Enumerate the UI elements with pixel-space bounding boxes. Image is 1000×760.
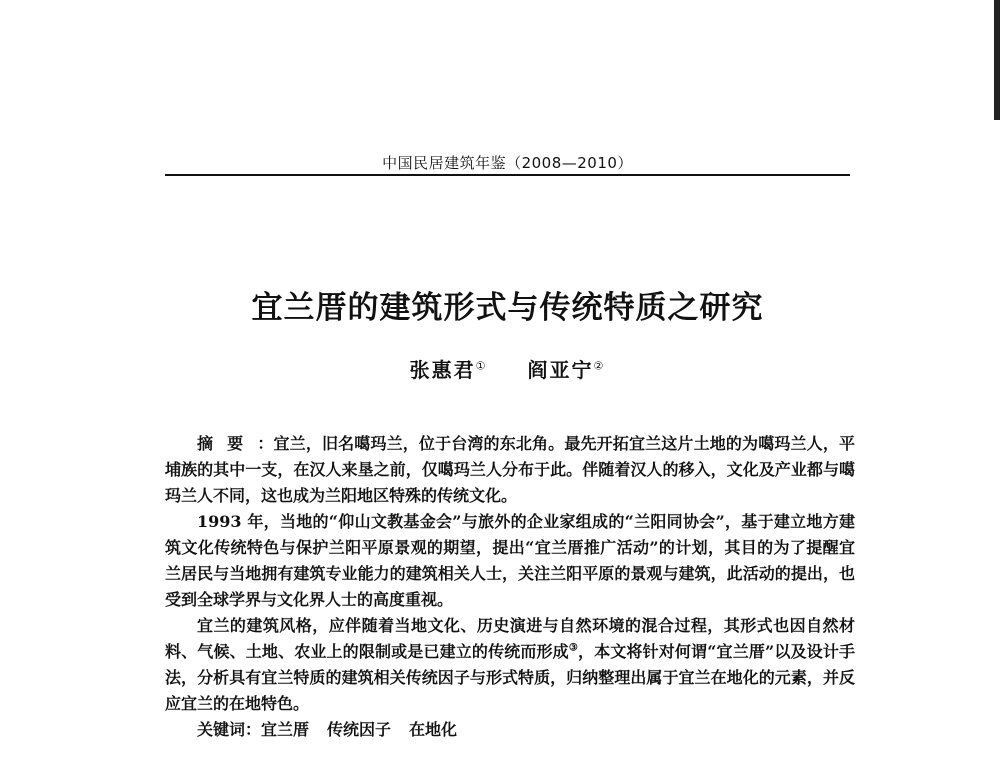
keywords-label: 关键词：	[197, 720, 262, 739]
body-paragraph: 1993 年，当地的“仰山文教基金会”与旅外的企业家组成的“兰阳同协会”，基于建立地方建筑文化传统特色与保护兰阳平原景观的期望，提出“宜兰厝推广活动”的计划，其目的为了提醒宜兰居民与当地拥有建筑专业能力的建筑相关人士，关注兰阳平原的景观与建筑，此活动的提出，也受到全球学界与文化界人士的高度重视。	[165, 512, 855, 609]
author-note-marker: ①	[475, 359, 488, 373]
author-name: 阎亚宁	[527, 358, 594, 382]
paragraph-text: ，本文将针对何谓“宜兰厝”以及设计手法，分析具有宜兰特质的建筑相关传统因子与形式特质，归纳整理出属于宜兰在地化的元素，并反应宜兰的在地特色。	[165, 642, 855, 713]
article-title: 宜兰厝的建筑形式与传统特质之研究	[251, 290, 764, 326]
header-rule	[165, 174, 850, 176]
abstract-section	[165, 431, 855, 743]
keyword: 传统因子	[327, 720, 392, 739]
abstract-label: 摘要	[197, 434, 258, 453]
abstract-paragraph	[165, 431, 855, 509]
keyword: 宜兰厝	[261, 720, 310, 739]
body-paragraph	[165, 613, 855, 717]
author-note-marker: ②	[593, 359, 606, 373]
scan-edge-mark	[994, 0, 1000, 120]
author-name: 张惠君	[409, 358, 476, 382]
author-line	[165, 354, 850, 383]
footnote-ref: ③	[568, 642, 578, 654]
running-header: 中国民居建筑年鉴（2008—2010）	[382, 154, 633, 172]
keywords-row	[165, 717, 855, 743]
keyword: 在地化	[409, 720, 458, 739]
paragraph-text: 宜兰的建筑风格，应伴随着当地文化、历史演进与自然环境的混合过程，其形式也因自然材料、气候、土地、农业上的限制或是已建立的传统而形成	[165, 616, 855, 661]
abstract-text: 宜兰，旧名噶玛兰，位于台湾的东北角。最先开拓宜兰这片土地的为噶玛兰人，平埔族的其中一支，在汉人来垦之前，仅噶玛兰人分布于此。伴随着汉人的移入，文化及产业都与噶玛兰人不同，这也成为兰阳地区特殊的传统文化。	[165, 434, 855, 505]
abstract-colon: ：	[257, 434, 274, 453]
